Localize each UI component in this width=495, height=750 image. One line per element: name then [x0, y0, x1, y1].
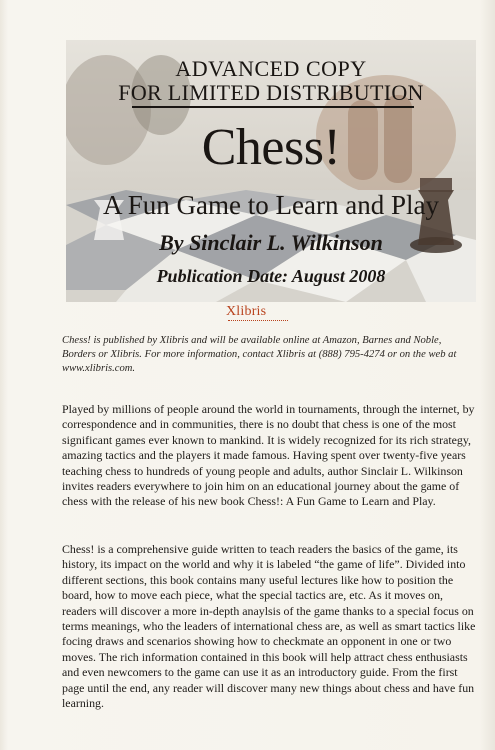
body-paragraph-1: Played by millions of people around the world in tournaments, through the internet, by correspondence and in communities, there is no doubt that chess is one of the most significant games ever known to mankind. It is widely recognized for its rich strategy, amazing tactics and the players it made famous. Having spent over twenty-five years teaching chess to hundreds of young people and adults, author Sinclair L. Wilkinson invites readers everywhere to join him on an educational journey about the game of chess with the release of his new book Chess!: A Fun Game to Learn and Play.: [62, 402, 475, 509]
publisher-note: Chess! is published by Xlibris and will be available online at Amazon, Barnes and Noble, Borders or Xlibris. For more information, contact Xlibris at (888) 795-4274 or on the web at www.xlibris.com.: [62, 335, 457, 374]
advance-copy-label: ADVANCED COPY: [175, 56, 367, 81]
book-subtitle: A Fun Game to Learn and Play: [103, 190, 439, 220]
body-paragraph-2: Chess! is a comprehensive guide written to teach readers the basics of the game, its history, its impact on the world and why it is labeled “the game of life”. Divided into different sections, this book contains many useful lectures like how to position the board, how to move each piece, what the special tactics are, etc. As it moves on, readers will discover a more in-depth anaylsis of the game thanks to a special focus on terms meanings, who the leaders of international chess are, as well as smart tactics like focing draws and scenarios showing how to checkmate an opponent in one or two moves. The rich information contained in this book will help attract chess enthusiasts and even newcomers to the game can use it as an introductory guide. From the first page until the end, any reader will discover many new things about chess and have fun learning.: [62, 542, 476, 711]
publication-date: Publication Date: August 2008: [156, 266, 386, 286]
book-title: Chess!: [201, 119, 341, 176]
xlibris-logo: Xlibris: [226, 304, 267, 319]
header-divider: [132, 106, 414, 108]
limited-distribution-label: FOR LIMITED DISTRIBUTION: [118, 80, 424, 105]
book-author: By Sinclair L. Wilkinson: [159, 230, 383, 255]
logo-tagline-mark: [228, 320, 288, 323]
book-cover-banner: [66, 40, 476, 302]
